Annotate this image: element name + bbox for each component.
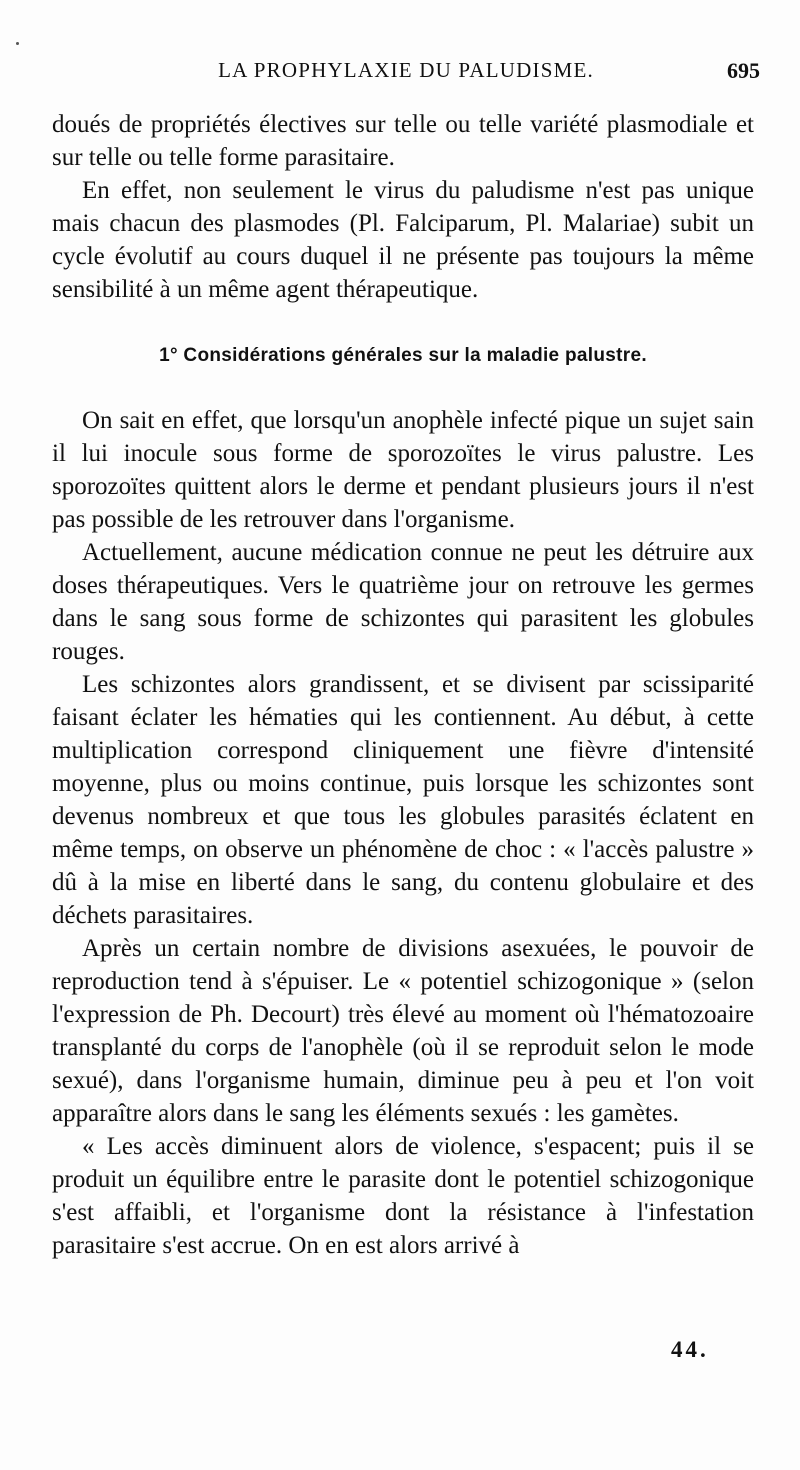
- paragraph-medication: Actuellement, aucune médication connue ne peut les détruire aux doses thérapeutiques. Vers le quatrième jour on retrouve les germes dans le sang sous forme de schizontes qui parasitent les globules rouges.: [52, 539, 754, 665]
- paper-speck: [16, 42, 19, 45]
- paragraph-gametes: Après un certain nombre de divisions asexuées, le pouvoir de reproduction tend à s'épuiser. Le « potentiel schizogonique » (selon l'expression de Ph. Decourt) très élevé au moment où l'hématozoaire transplanté du corps de l'anophèle (où il se reproduit selon le mode sexué), dans l'organisme humain, diminue peu à peu et l'on voit apparaître alors dans le sang les éléments sexués : les gamètes.: [52, 935, 754, 1127]
- intro-text: [52, 108, 754, 306]
- section-text: [52, 404, 754, 1262]
- paragraph-continuation: doués de propriétés électives sur telle ou telle variété plasmodiale et sur telle ou telle forme parasitaire.: [52, 111, 754, 171]
- running-head: [52, 58, 760, 94]
- signature-mark: 44.: [671, 1337, 709, 1362]
- paragraph-acces: « Les accès diminuent alors de violence, s'espacent; puis il se produit un équilibre entre le parasite dont le potentiel schizogonique s'est affaibli, et l'organisme dont la résistance à l'infestation parasitaire s'est accrue. On en est alors arrivé à: [52, 1133, 754, 1259]
- page-number: 695: [727, 58, 760, 83]
- section-heading: 1° Considérations générales sur la maladie palustre.: [159, 345, 647, 366]
- paragraph-plasmodes: En effet, non seulement le virus du paludisme n'est pas unique mais chacun des plasmodes (Pl. Falciparum, Pl. Malariae) subit un cycle évolutif au cours duquel il ne présente pas toujours la même sensibilité à un même agent thérapeutique.: [52, 177, 754, 303]
- paragraph-schizontes: Les schizontes alors grandissent, et se divisent par scissiparité faisant éclater les hématies qui les contiennent. Au début, à cette multiplication correspond cliniquement une fièvre d'intensité moyenne, plus ou moins continue, puis lorsque les schizontes sont devenus nombreux et que tous les globules parasités éclatent en même temps, on observe un phénomène de choc : « l'accès palustre » dû à la mise en liberté dans le sang, du contenu globulaire et des déchets parasitaires.: [52, 671, 754, 929]
- running-title: LA PROPHYLAXIE DU PALUDISME.: [218, 58, 594, 82]
- paragraph-sporozoites: On sait en effet, que lorsqu'un anophèle infecté pique un sujet sain il lui inocule sous forme de sporozoïtes le virus palustre. Les sporozoïtes quittent alors le derme et pendant plusieurs jours il n'est pas possible de les retrouver dans l'organisme.: [52, 407, 754, 533]
